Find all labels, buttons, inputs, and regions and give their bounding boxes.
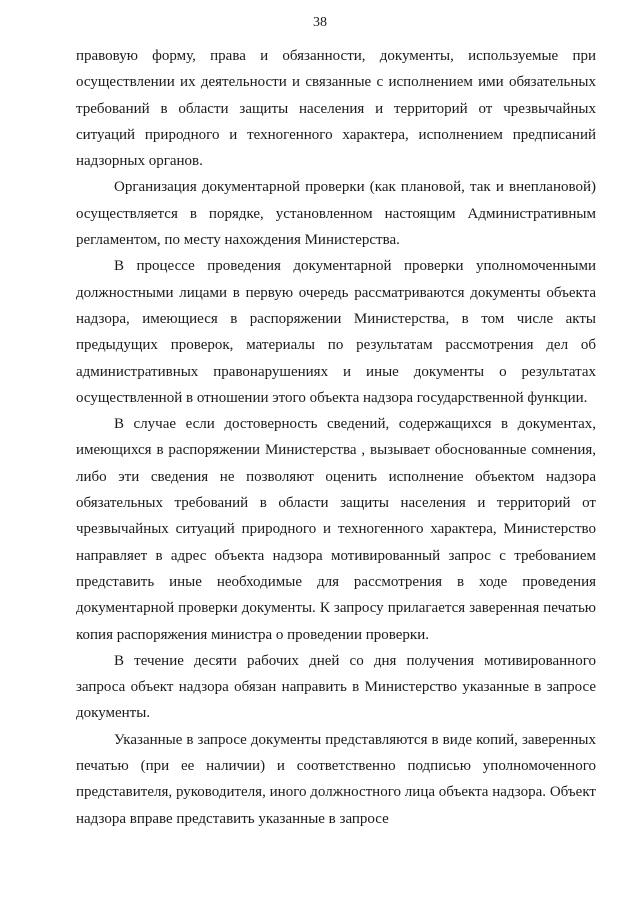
paragraph-reasoned-request: В случае если достоверность сведений, содержащихся в документах, имеющихся в распоряжении Министерства , вызывает обоснованные сомнения, либо эти сведения не позволяют оценить исполнение объектом надзора обязательных требований в области защиты населения и территорий от чрезвычайных ситуаций природного и техногенного характера, Министерство направляет в адрес объекта надзора мотивированный запрос с требованием представить иные необходимые для рассмотрения в ходе проведения документарной проверки документы. К запросу прилагается заверенная печатью копия распоряжения министра о проведении проверки. bbox=[76, 416, 596, 643]
paragraph-inspection-organization: Организация документарной проверки (как плановой, так и внеплановой) осуществляется в порядке, установленном настоящим Административным регламентом, по месту нахождения Министерства. bbox=[76, 179, 596, 249]
paragraph-copies: Указанные в запросе документы представляются в виде копий, заверенных печатью (при ее наличии) и соответственно подписью уполномоченного представителя, руководителя, иного должностного лица объекта надзора. Объект надзора вправе представить указанные в запросе bbox=[76, 731, 596, 827]
paragraph-continuation: правовую форму, права и обязанности, документы, используемые при осуществлении их деятельности и связанные с исполнением ими обязательных требований в области защиты населения и территорий от чрезвычайных ситуаций природного и техногенного характера, исполнением предписаний надзорных органов. bbox=[76, 48, 596, 170]
document-body bbox=[76, 43, 596, 832]
page-number: 38 bbox=[313, 15, 327, 30]
paragraph-ten-days: В течение десяти рабочих дней со дня получения мотивированного запроса объект надзора обязан направить в Министерство указанные в запросе документы. bbox=[76, 652, 596, 722]
paragraph-documents-review: В процессе проведения документарной проверки уполномоченными должностными лицами в первую очередь рассматриваются документы объекта надзора, имеющиеся в распоряжении Министерства, в том числе акты предыдущих проверок, материалы по результатам рассмотрения дел об административных правонарушениях и иные документы о результатах осуществленной в отношении этого объекта надзора государственной функции. bbox=[76, 258, 596, 406]
